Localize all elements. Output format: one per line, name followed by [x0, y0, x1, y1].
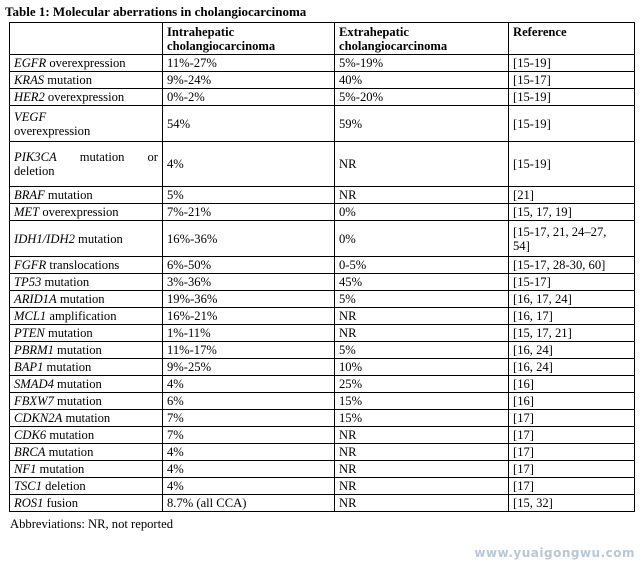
table-row	[10, 72, 635, 89]
cell-intrahepatic: 54%	[163, 106, 335, 142]
cell-reference: [15, 17, 21]	[509, 325, 635, 342]
cell-reference: [15-19]	[509, 55, 635, 72]
cell-extrahepatic: NR	[335, 461, 509, 478]
cell-aberration	[10, 461, 163, 478]
cell-reference: [16, 17]	[509, 308, 635, 325]
aberration-type: mutation	[46, 428, 95, 442]
cell-extrahepatic: NR	[335, 427, 509, 444]
table-row	[10, 478, 635, 495]
cell-aberration	[10, 274, 163, 291]
cell-extrahepatic: 5%-19%	[335, 55, 509, 72]
cell-extrahepatic: 0%	[335, 204, 509, 221]
table-row	[10, 495, 635, 512]
gene-name: EGFR	[14, 56, 47, 70]
cell-intrahepatic: 19%-36%	[163, 291, 335, 308]
cell-reference: [15, 17, 19]	[509, 204, 635, 221]
aberration-type: amplification	[46, 309, 117, 323]
cell-extrahepatic: NR	[335, 187, 509, 204]
cell-extrahepatic: 5%-20%	[335, 89, 509, 106]
aberration-type: mutation	[41, 275, 90, 289]
cell-aberration	[10, 427, 163, 444]
cell-aberration	[10, 257, 163, 274]
cell-extrahepatic: NR	[335, 325, 509, 342]
table-row	[10, 274, 635, 291]
gene-name: TSC1	[14, 479, 42, 493]
cell-reference: [17]	[509, 427, 635, 444]
cell-extrahepatic: 45%	[335, 274, 509, 291]
cell-aberration	[10, 410, 163, 427]
cell-intrahepatic: 1%-11%	[163, 325, 335, 342]
gene-name: ROS1	[14, 496, 44, 510]
table-row	[10, 376, 635, 393]
gene-name: FBXW7	[14, 394, 54, 408]
cell-aberration	[10, 204, 163, 221]
cell-extrahepatic: NR	[335, 495, 509, 512]
cell-extrahepatic: NR	[335, 308, 509, 325]
cell-extrahepatic: 25%	[335, 376, 509, 393]
cell-reference: [15-19]	[509, 89, 635, 106]
cell-reference: [16]	[509, 376, 635, 393]
aberration-type: mutation	[53, 343, 102, 357]
table-row	[10, 257, 635, 274]
cell-extrahepatic: 15%	[335, 393, 509, 410]
cell-reference: [16, 24]	[509, 359, 635, 376]
cell-reference: [15-19]	[509, 106, 635, 142]
cell-aberration	[10, 72, 163, 89]
gene-name: KRAS	[14, 73, 45, 87]
cell-aberration	[10, 478, 163, 495]
cell-intrahepatic: 9%-24%	[163, 72, 335, 89]
gene-name: VEGF	[14, 109, 47, 124]
cell-intrahepatic: 3%-36%	[163, 274, 335, 291]
cell-extrahepatic: 0-5%	[335, 257, 509, 274]
cell-intrahepatic: 9%-25%	[163, 359, 335, 376]
aberration-type: mutation	[53, 377, 102, 391]
cell-aberration	[10, 106, 163, 142]
footnote: Abbreviations: NR, not reported	[10, 517, 173, 531]
aberration-type: mutation	[36, 462, 85, 476]
cell-extrahepatic: NR	[335, 142, 509, 187]
cell-aberration	[10, 325, 163, 342]
cell-aberration	[10, 142, 163, 187]
cell-reference: [16, 17, 24]	[509, 291, 635, 308]
cell-intrahepatic: 11%-17%	[163, 342, 335, 359]
gene-name: BRAF	[14, 188, 45, 202]
aberration-type: mutation	[44, 188, 93, 202]
gene-name: FGFR	[14, 258, 47, 272]
gene-name: BAP1	[14, 360, 44, 374]
aberration-type: mutation	[56, 292, 105, 306]
cell-reference: [17]	[509, 478, 635, 495]
table-body	[10, 55, 635, 512]
cell-intrahepatic: 4%	[163, 461, 335, 478]
aberration-type: mutation	[62, 411, 111, 425]
gene-name: MCL1	[14, 309, 47, 323]
cell-intrahepatic: 5%	[163, 187, 335, 204]
cell-reference: [17]	[509, 444, 635, 461]
table-row	[10, 410, 635, 427]
cell-aberration	[10, 55, 163, 72]
cell-aberration	[10, 444, 163, 461]
aberration-type: mutation	[43, 360, 92, 374]
cell-reference: [15, 32]	[509, 495, 635, 512]
gene-name: PIK3CA	[14, 150, 57, 164]
table-row	[10, 142, 635, 187]
cell-intrahepatic: 4%	[163, 444, 335, 461]
cell-reference: [17]	[509, 461, 635, 478]
cell-intrahepatic: 7%	[163, 410, 335, 427]
cell-reference: [15-17]	[509, 72, 635, 89]
gene-name: HER2	[14, 90, 45, 104]
gene-name: SMAD4	[14, 377, 54, 391]
cell-reference: [15-17, 21, 24–27, 54]	[509, 221, 635, 257]
aberration-type: deletion	[14, 164, 55, 178]
cell-aberration	[10, 376, 163, 393]
table-row	[10, 427, 635, 444]
table-row	[10, 221, 635, 257]
cell-aberration	[10, 393, 163, 410]
cell-extrahepatic: 40%	[335, 72, 509, 89]
cell-intrahepatic: 4%	[163, 478, 335, 495]
cell-extrahepatic: 5%	[335, 291, 509, 308]
cell-intrahepatic: 6%	[163, 393, 335, 410]
cell-intrahepatic: 11%-27%	[163, 55, 335, 72]
cell-extrahepatic: 10%	[335, 359, 509, 376]
table-row	[10, 342, 635, 359]
table-row	[10, 461, 635, 478]
aberration-type: mutation or	[79, 150, 158, 164]
aberration-type: mutation	[74, 231, 123, 246]
aberration-type: translocations	[46, 258, 120, 272]
aberrations-table	[9, 22, 635, 512]
aberration-type: overexpression	[39, 205, 119, 219]
cell-reference: [21]	[509, 187, 635, 204]
cell-intrahepatic: 4%	[163, 142, 335, 187]
cell-aberration	[10, 221, 163, 257]
table-row	[10, 359, 635, 376]
aberration-type: overexpression	[46, 56, 126, 70]
cell-extrahepatic: 0%	[335, 221, 509, 257]
cell-intrahepatic: 4%	[163, 376, 335, 393]
gene-name: PTEN	[14, 326, 45, 340]
cell-aberration	[10, 291, 163, 308]
gene-name: ARID1A	[14, 292, 57, 306]
header-cell-aberration	[10, 23, 163, 55]
cell-reference: [15-17, 28-30, 60]	[509, 257, 635, 274]
gene-name: PBRM1	[14, 343, 54, 357]
gene-name: IDH1/IDH2	[14, 231, 75, 246]
gene-name: MET	[14, 205, 40, 219]
table-row	[10, 444, 635, 461]
table-row	[10, 393, 635, 410]
cell-aberration	[10, 495, 163, 512]
cell-extrahepatic: 15%	[335, 410, 509, 427]
table-title: Table 1: Molecular aberrations in cholangiocarcinoma	[5, 4, 307, 19]
cell-extrahepatic: 5%	[335, 342, 509, 359]
cell-intrahepatic: 16%-21%	[163, 308, 335, 325]
cell-reference: [16, 24]	[509, 342, 635, 359]
aberration-type: fusion	[43, 496, 79, 510]
aberration-type: mutation	[44, 326, 93, 340]
table-row	[10, 325, 635, 342]
gene-name: CDK6	[14, 428, 47, 442]
cell-aberration	[10, 359, 163, 376]
gene-name: BRCA	[14, 445, 46, 459]
header-cell-reference: Reference	[509, 23, 635, 55]
cell-aberration	[10, 187, 163, 204]
cell-aberration	[10, 89, 163, 106]
gene-name: NF1	[14, 462, 37, 476]
table-row	[10, 55, 635, 72]
gene-name: TP53	[14, 275, 42, 289]
table-row	[10, 204, 635, 221]
header-row	[10, 23, 635, 55]
cell-aberration	[10, 342, 163, 359]
cell-intrahepatic: 8.7% (all CCA)	[163, 495, 335, 512]
aberration-type: mutation	[45, 445, 94, 459]
aberration-type: deletion	[42, 479, 86, 493]
header-cell-extrahepatic: Extrahepatic cholangiocarcinoma	[335, 23, 509, 55]
table-row	[10, 308, 635, 325]
cell-intrahepatic: 7%-21%	[163, 204, 335, 221]
aberration-type: overexpression	[14, 123, 91, 138]
watermark: www.yuaigongwu.com	[474, 546, 635, 560]
cell-intrahepatic: 16%-36%	[163, 221, 335, 257]
aberration-type: mutation	[44, 73, 93, 87]
cell-intrahepatic: 7%	[163, 427, 335, 444]
cell-intrahepatic: 6%-50%	[163, 257, 335, 274]
cell-reference: [15-17]	[509, 274, 635, 291]
header-cell-intrahepatic: Intrahepatic cholangiocarcinoma	[163, 23, 335, 55]
table-row	[10, 106, 635, 142]
cell-extrahepatic: NR	[335, 444, 509, 461]
cell-intrahepatic: 0%-2%	[163, 89, 335, 106]
cell-extrahepatic: 59%	[335, 106, 509, 142]
cell-extrahepatic: NR	[335, 478, 509, 495]
cell-aberration	[10, 308, 163, 325]
table-row	[10, 187, 635, 204]
cell-reference: [16]	[509, 393, 635, 410]
table-row	[10, 89, 635, 106]
cell-reference: [17]	[509, 410, 635, 427]
gene-name: CDKN2A	[14, 411, 63, 425]
cell-reference: [15-19]	[509, 142, 635, 187]
aberration-type: overexpression	[44, 90, 125, 104]
table-row	[10, 291, 635, 308]
aberration-type: mutation	[53, 394, 102, 408]
